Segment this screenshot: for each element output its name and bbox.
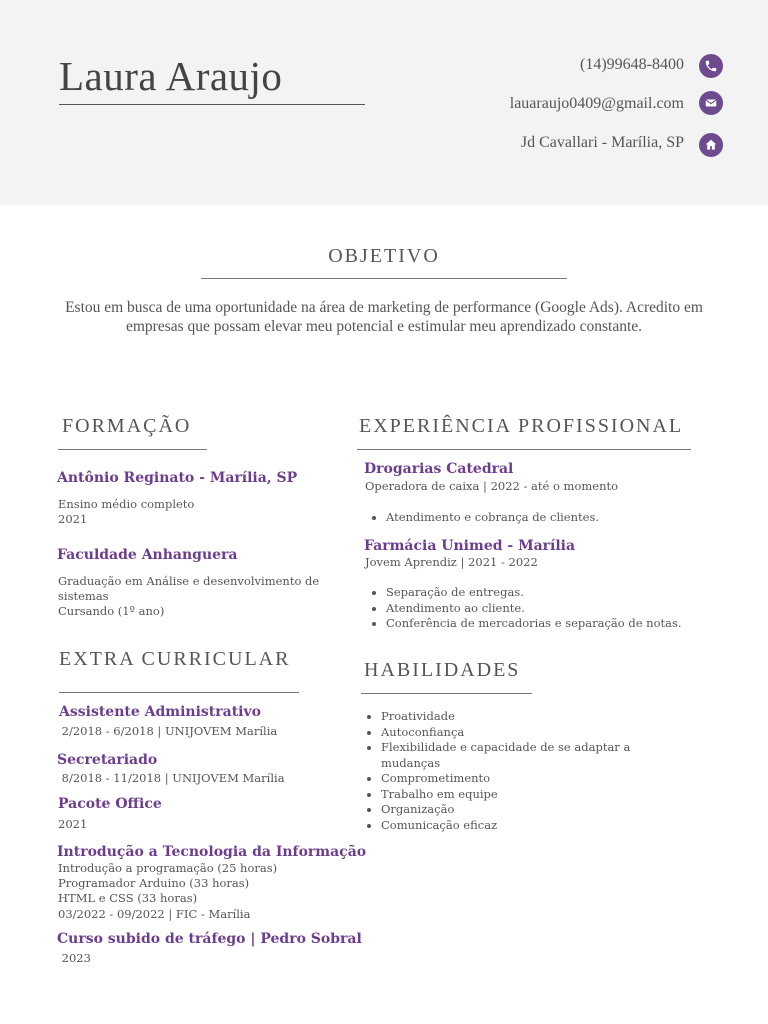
objetivo-rule bbox=[201, 278, 567, 279]
extra-item-line: 2/2018 - 6/2018 | UNIJOVEM Marília bbox=[58, 724, 278, 738]
list-item: • Proatividade bbox=[381, 709, 671, 725]
list-item: • Atendimento e cobrança de clientes. bbox=[386, 510, 599, 526]
formacao-item-line: sistemas bbox=[58, 589, 109, 603]
extra-title: EXTRA CURRICULAR bbox=[59, 648, 291, 670]
formacao-item-line: Graduação em Análise e desenvolvimento de bbox=[58, 574, 320, 588]
home-icon bbox=[699, 133, 723, 157]
extra-item-line: Programador Arduino (33 horas) bbox=[58, 876, 250, 890]
name-underline bbox=[59, 104, 365, 105]
formacao-title: FORMAÇÃO bbox=[62, 415, 192, 437]
extra-item-line: 03/2022 - 09/2022 | FIC - Marília bbox=[58, 907, 251, 921]
experiencia-rule bbox=[357, 449, 691, 450]
list-item: • Separação de entregas. bbox=[386, 585, 682, 601]
experiencia-item-title: Farmácia Unimed - Marília bbox=[364, 538, 576, 554]
extra-item-title: Assistente Administrativo bbox=[59, 704, 261, 720]
experiencia-bullets bbox=[364, 585, 682, 632]
habilidades-title: HABILIDADES bbox=[364, 659, 521, 681]
extra-item-title: Curso subido de tráfego | Pedro Sobral bbox=[57, 931, 362, 947]
list-item: • Autoconfiança bbox=[381, 725, 671, 741]
extra-item-line: 2021 bbox=[58, 817, 88, 831]
formacao-item-line: Ensino médio completo bbox=[58, 497, 195, 511]
experiencia-item-subtitle: Jovem Aprendiz | 2021 - 2022 bbox=[365, 555, 538, 569]
extra-item-title: Pacote Office bbox=[58, 796, 162, 812]
formacao-item-line: Cursando (1º ano) bbox=[58, 604, 165, 618]
candidate-name: Laura Araujo bbox=[59, 53, 283, 99]
email-icon bbox=[699, 91, 723, 115]
experiencia-item-title: Drogarias Catedral bbox=[364, 461, 514, 477]
objetivo-title: OBJETIVO bbox=[328, 245, 440, 267]
list-item: • Comprometimento bbox=[381, 771, 671, 787]
extra-item-title: Secretariado bbox=[57, 752, 158, 768]
formacao-item-line: 2021 bbox=[58, 512, 88, 526]
experiencia-item-subtitle: Operadora de caixa | 2022 - até o momento bbox=[365, 479, 619, 493]
list-item: • Comunicação eficaz bbox=[381, 818, 671, 834]
address-text: Jd Cavallari - Marília, SP bbox=[520, 134, 684, 151]
extra-rule bbox=[59, 692, 299, 693]
objetivo-text: Estou em busca de uma oportunidade na área de marketing de performance (Google Ads). Acredito em empresas que possam elevar meu potencial e estimular meu aprendizado constante. bbox=[65, 299, 703, 335]
phone-text: (14)99648-8400 bbox=[580, 56, 684, 73]
experiencia-title: EXPERIÊNCIA PROFISSIONAL bbox=[359, 415, 684, 437]
list-item: • Organização bbox=[381, 802, 671, 818]
extra-item-line: 2023 bbox=[58, 951, 91, 965]
formacao-rule bbox=[58, 449, 207, 450]
habilidades-list bbox=[359, 709, 671, 833]
extra-item-title: Introdução a Tecnologia da Informação bbox=[57, 844, 367, 860]
experiencia-bullets bbox=[364, 510, 599, 526]
list-item: • Conferência de mercadorias e separação de notas. bbox=[386, 616, 682, 632]
formacao-item-title: Antônio Reginato - Marília, SP bbox=[57, 470, 298, 486]
list-item: • Trabalho em equipe bbox=[381, 787, 671, 803]
list-item: • Atendimento ao cliente. bbox=[386, 601, 682, 617]
extra-item-line: Introdução a programação (25 horas) bbox=[58, 861, 278, 875]
extra-item-line: HTML e CSS (33 horas) bbox=[58, 891, 198, 905]
habilidades-rule bbox=[361, 693, 532, 694]
extra-item-line: 8/2018 - 11/2018 | UNIJOVEM Marília bbox=[58, 771, 285, 785]
email-text: lauaraujo0409@gmail.com bbox=[509, 95, 684, 112]
list-item: • Flexibilidade e capacidade de se adaptar a mudanças bbox=[381, 740, 671, 771]
formacao-item-title: Faculdade Anhanguera bbox=[57, 547, 238, 563]
phone-icon bbox=[699, 54, 723, 78]
